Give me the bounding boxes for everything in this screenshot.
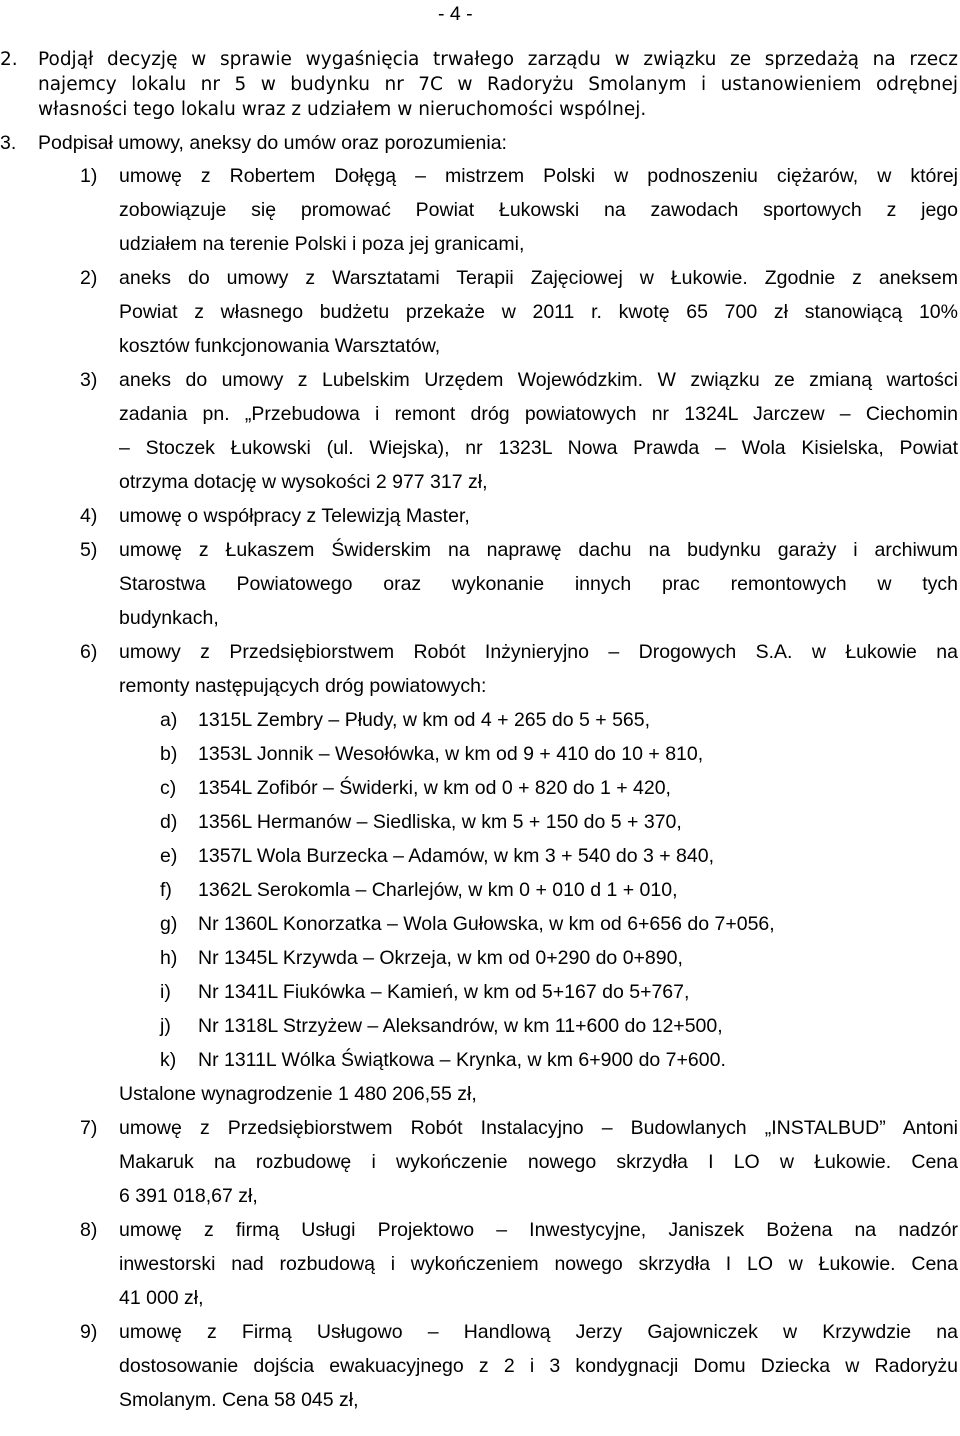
sub-list-marker: d) xyxy=(160,811,178,833)
sub-list-marker: h) xyxy=(160,947,178,969)
section-text-line: Podpisał umowy, aneksy do umów oraz porozumienia: xyxy=(38,132,507,154)
page-number: - 4 - xyxy=(438,3,473,25)
section-text-line: najemcy lokalu nr 5 w budynku nr 7C w Radoryżu Smolanym i ustanowieniem odrębnej xyxy=(38,74,958,95)
sub-list-marker: k) xyxy=(160,1049,177,1071)
list-item-line: umowę o współpracy z Telewizją Master, xyxy=(119,505,470,527)
list-item-line: zobowiązuje się promować Powiat Łukowski na zawodach sportowych z jego xyxy=(119,199,958,221)
list-marker: 9) xyxy=(80,1321,98,1343)
list-item-line: aneks do umowy z Warsztatami Terapii Zajęciowej w Łukowie. Zgodnie z aneksem xyxy=(119,267,958,289)
list-marker: 6) xyxy=(80,641,98,663)
list-item-line: umowę z Robertem Dołęgą – mistrzem Polski w podnoszeniu ciężarów, w której xyxy=(119,165,958,187)
list-item-line: Powiat z własnego budżetu przekaże w 2011 r. kwotę 65 700 zł stanowiącą 10% xyxy=(119,301,958,323)
list-item-line: kosztów funkcjonowania Warsztatów, xyxy=(119,335,441,357)
sub-list-item: 1315L Zembry – Płudy, w km od 4 + 265 do 5 + 565, xyxy=(198,709,651,731)
list-marker: 7) xyxy=(80,1117,98,1139)
list-item-line: umowę z firmą Usługi Projektowo – Inwestycyjne, Janiszek Bożena na nadzór xyxy=(119,1219,958,1241)
sub-list-item: 1356L Hermanów – Siedliska, w km 5 + 150 do 5 + 370, xyxy=(198,811,682,833)
list-item-line: umowę z Łukaszem Świderskim na naprawę dachu na budynku garaży i archiwum xyxy=(119,539,958,561)
sub-list-marker: j) xyxy=(160,1015,171,1037)
section-text-line: własności tego lokalu wraz z udziałem w nieruchomości wspólnej. xyxy=(38,99,647,120)
sub-list-marker: i) xyxy=(160,981,171,1003)
list-marker: 8) xyxy=(80,1219,98,1241)
section-number: 3. xyxy=(0,132,17,154)
remuneration-note: Ustalone wynagrodzenie 1 480 206,55 zł, xyxy=(119,1083,477,1105)
list-item-line: udziałem na terenie Polski i poza jej granicami, xyxy=(119,233,525,255)
sub-list-item: 1357L Wola Burzecka – Adamów, w km 3 + 540 do 3 + 840, xyxy=(198,845,714,867)
list-item-line: Starostwa Powiatowego oraz wykonanie innych prac remontowych w tych xyxy=(119,573,958,595)
list-item-line: 6 391 018,67 zł, xyxy=(119,1185,258,1207)
list-item-line: inwestorski nad rozbudową i wykończeniem nowego skrzydła I LO w Łukowie. Cena xyxy=(119,1253,958,1275)
sub-list-marker: b) xyxy=(160,743,178,765)
sub-list-item: 1354L Zofibór – Świderki, w km od 0 + 820 do 1 + 420, xyxy=(198,777,671,799)
sub-list-item: 1362L Serokomla – Charlejów, w km 0 + 010 d 1 + 010, xyxy=(198,879,678,901)
section-text-line: Podjął decyzję w sprawie wygaśnięcia trwałego zarządu w związku ze sprzedażą na rzecz xyxy=(38,49,958,70)
list-marker: 5) xyxy=(80,539,98,561)
section-number: 2. xyxy=(0,49,18,70)
list-item-line: remonty następujących dróg powiatowych: xyxy=(119,675,487,697)
list-item-line: 41 000 zł, xyxy=(119,1287,204,1309)
list-item-line: – Stoczek Łukowski (ul. Wiejska), nr 1323L Nowa Prawda – Wola Kisielska, Powiat xyxy=(119,437,958,459)
sub-list-marker: g) xyxy=(160,913,178,935)
list-item-line: umowy z Przedsiębiorstwem Robót Inżynieryjno – Drogowych S.A. w Łukowie na xyxy=(119,641,958,663)
sub-list-item: Nr 1318L Strzyżew – Aleksandrów, w km 11+600 do 12+500, xyxy=(198,1015,723,1037)
sub-list-marker: e) xyxy=(160,845,178,867)
sub-list-item: Nr 1341L Fiukówka – Kamień, w km od 5+167 do 5+767, xyxy=(198,981,690,1003)
list-item-line: umowę z Przedsiębiorstwem Robót Instalacyjno – Budowlanych „INSTALBUD” Antoni xyxy=(119,1117,958,1139)
list-marker: 4) xyxy=(80,505,98,527)
sub-list-item: Nr 1345L Krzywda – Okrzeja, w km od 0+290 do 0+890, xyxy=(198,947,683,969)
sub-list-item: Nr 1311L Wólka Świątkowa – Krynka, w km 6+900 do 7+600. xyxy=(198,1049,726,1071)
list-item-line: budynkach, xyxy=(119,607,219,629)
sub-list-marker: c) xyxy=(160,777,177,799)
list-item-line: dostosowanie dojścia ewakuacyjnego z 2 i 3 kondygnacji Domu Dziecka w Radoryżu xyxy=(119,1355,958,1377)
list-marker: 2) xyxy=(80,267,98,289)
sub-list-item: Nr 1360L Konorzatka – Wola Gułowska, w km od 6+656 do 7+056, xyxy=(198,913,775,935)
list-marker: 3) xyxy=(80,369,98,391)
list-item-line: aneks do umowy z Lubelskim Urzędem Wojewódzkim. W związku ze zmianą wartości xyxy=(119,369,958,391)
sub-list-marker: a) xyxy=(160,709,178,731)
list-item-line: zadania pn. „Przebudowa i remont dróg powiatowych nr 1324L Jarczew – Ciechomin xyxy=(119,403,958,425)
list-marker: 1) xyxy=(80,165,98,187)
list-item-line: Smolanym. Cena 58 045 zł, xyxy=(119,1389,359,1411)
list-item-line: otrzyma dotację w wysokości 2 977 317 zł, xyxy=(119,471,488,493)
sub-list-item: 1353L Jonnik – Wesołówka, w km od 9 + 410 do 10 + 810, xyxy=(198,743,704,765)
list-item-line: umowę z Firmą Usługowo – Handlową Jerzy Gajowniczek w Krzywdzie na xyxy=(119,1321,958,1343)
list-item-line: Makaruk na rozbudowę i wykończenie nowego skrzydła I LO w Łukowie. Cena xyxy=(119,1151,958,1173)
sub-list-marker: f) xyxy=(160,879,172,901)
